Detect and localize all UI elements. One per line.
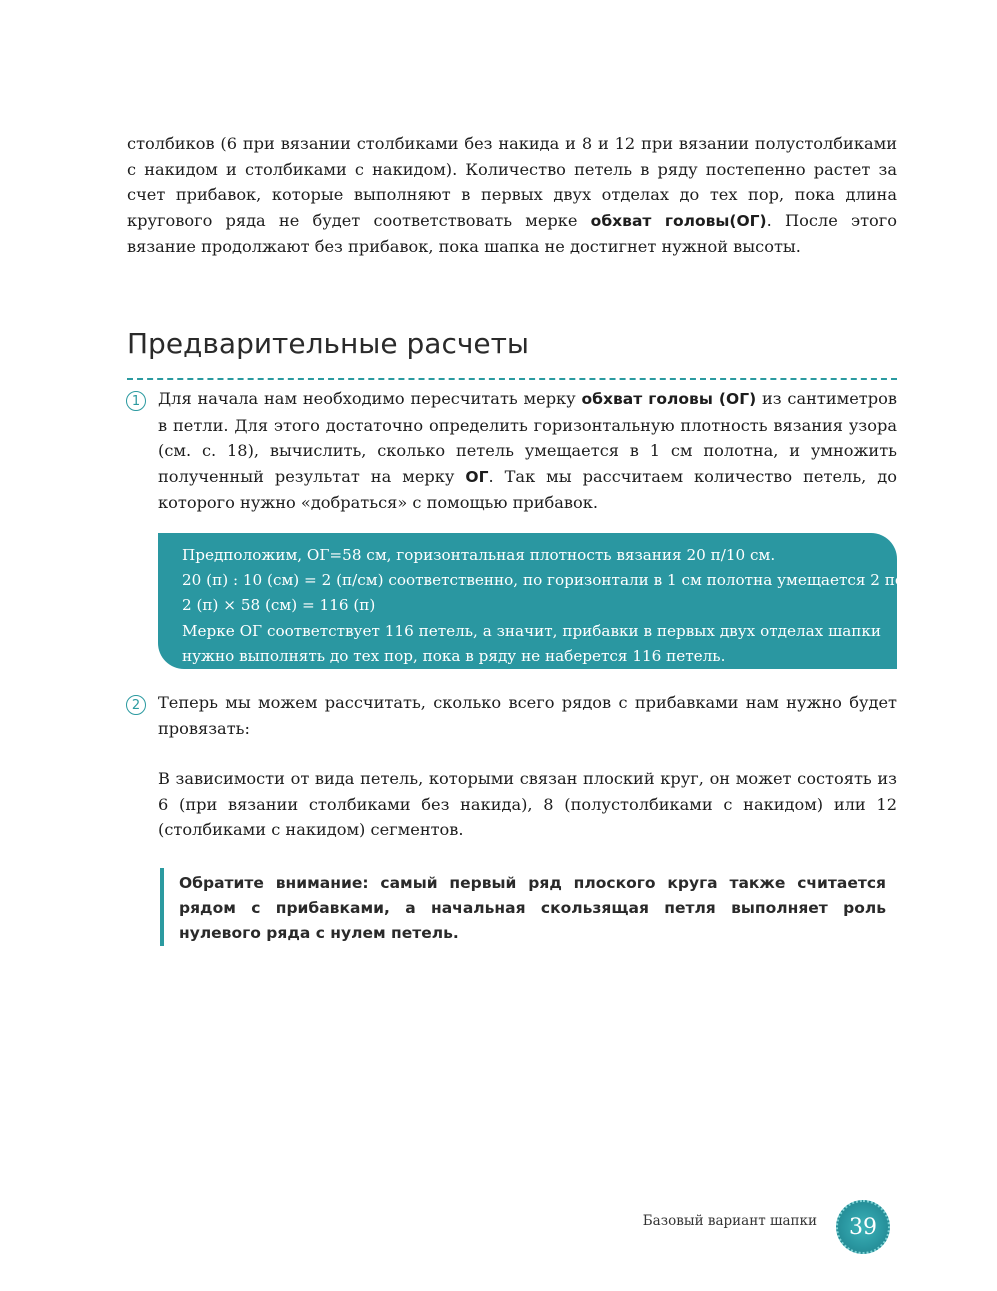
step-1-bold-term: обхват головы (ОГ) <box>581 390 757 408</box>
dashed-divider <box>127 378 897 380</box>
example-line-4: Мерке ОГ соответствует 116 петель, а значит, прибавки в первых двух отделах шапки нужно выполнять до тех пор, пока в ряду не наберется 116 петель. <box>182 621 881 665</box>
intro-paragraph <box>127 131 897 260</box>
step-1-number: 1 <box>126 391 146 411</box>
step-2-number: 2 <box>126 695 146 715</box>
footer-chapter-title: Базовый вариант шапки <box>642 1213 817 1229</box>
example-line-1: Предположим, ОГ=58 см, горизонтальная плотность вязания 20 п/10 см. <box>182 546 776 564</box>
step-2-text: Теперь мы можем рассчитать, сколько всего рядов с прибавками нам нужно будет провязать: <box>158 693 897 738</box>
example-line-2: 20 (п) : 10 (см) = 2 (п/см) соответственно, по горизонтали в 1 см полотна умещается 2 петли <box>182 571 933 590</box>
intro-bold-term: обхват головы(ОГ) <box>590 211 767 230</box>
section-heading: Предварительные расчеты <box>127 327 530 360</box>
attention-note <box>160 868 886 946</box>
step-1-text-1: Для начала нам необходимо пересчитать мерку <box>158 389 582 408</box>
page-number-badge: 39 <box>836 1200 890 1254</box>
segments-paragraph: В зависимости от вида петель, которыми связан плоский круг, он может состоять из 6 (при вязании столбиками без накида), 8 (полустолбиками с накидом) или 12 (столбиками с накидом) сегментов. <box>158 769 897 840</box>
example-line-3: 2 (п) × 58 (см) = 116 (п) <box>182 596 376 615</box>
intro-text-1: столбиков (6 при вязании столбиками без накида и 8 и 12 при вязании полустолбиками с накидом и столбиками с накидом). Количество петель в ряду постепенно растет за счет прибавок, которые выполняют в первых двух отделах до тех пор, пока длина кругового ряда не будет соответствовать мерке <box>127 134 897 230</box>
note-text: самый первый ряд плоского круга также считается рядом с прибавками, а начальная скользящая петля выполняет роль нулевого ряда с нулем петель. <box>179 874 886 942</box>
step-1-text-2: из сантиметров в петли. Для этого достаточно определить горизонтальную плотность вязания узора (см. с. 18), вычислить, сколько петель умещается в 1 см полотна, и умножить полученный результат на мерку <box>158 389 897 486</box>
step-1-bold-og: ОГ <box>465 467 489 486</box>
example-box <box>158 533 933 669</box>
step-1-text <box>158 386 897 516</box>
step-1-text-3: . Так мы рассчитаем количество петель, до которого нужно «добраться» с помощью прибавок. <box>158 466 897 513</box>
intro-text-2: . После этого вязание продолжают без прибавок, пока шапка не достигнет нужной высоты. <box>127 210 897 257</box>
note-label: Обратите внимание: <box>179 874 369 892</box>
